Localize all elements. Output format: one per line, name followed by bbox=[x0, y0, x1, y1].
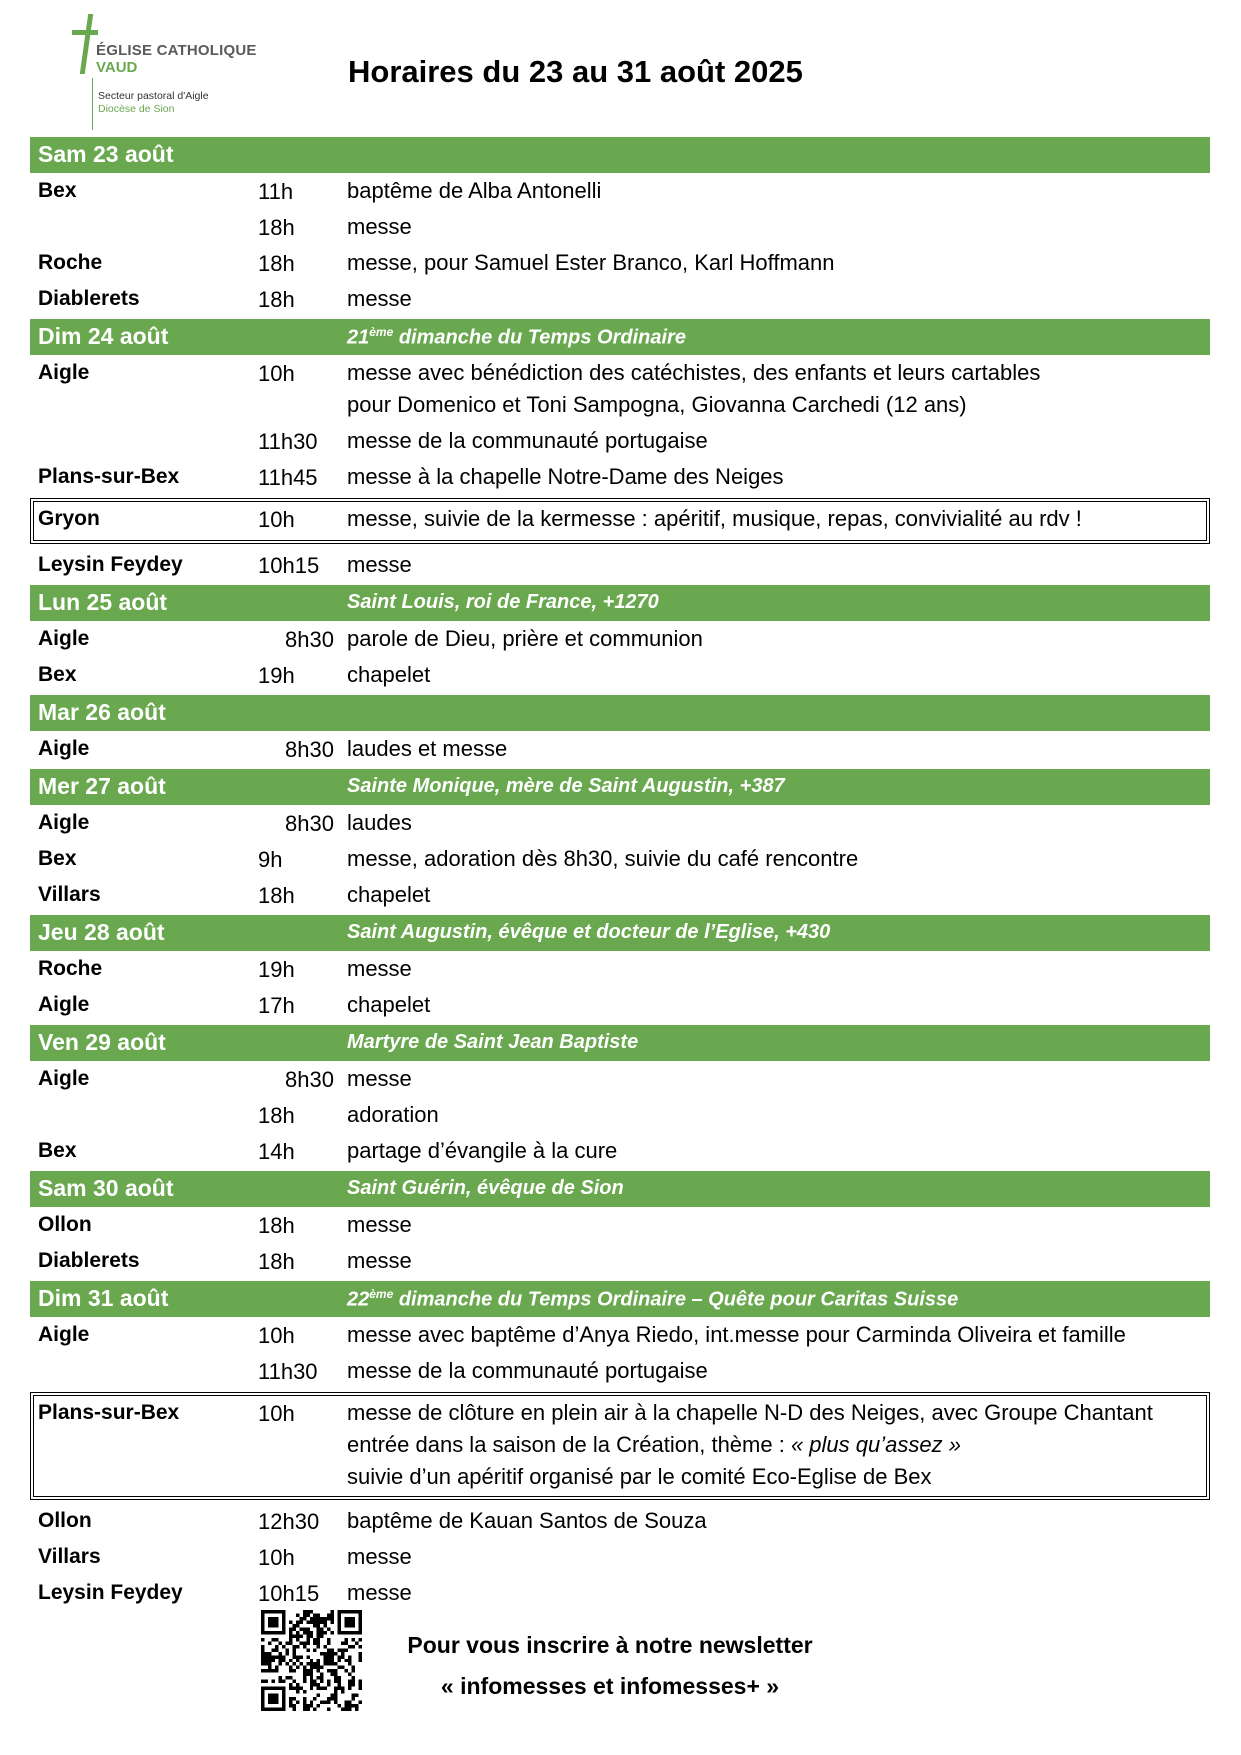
day-name: Dim 31 août bbox=[38, 1285, 169, 1311]
schedule-row bbox=[30, 1503, 1210, 1539]
logo-divider bbox=[92, 78, 93, 130]
time: 11h bbox=[258, 179, 294, 204]
description-line bbox=[347, 1505, 707, 1537]
description-text: baptême de Alba Antonelli bbox=[347, 178, 602, 203]
time: 11h30 bbox=[258, 429, 318, 454]
description bbox=[347, 843, 858, 875]
description bbox=[347, 211, 412, 243]
description bbox=[347, 659, 430, 691]
description-text: messe bbox=[347, 552, 412, 577]
schedule-row bbox=[30, 877, 1210, 913]
schedule-row bbox=[30, 209, 1210, 245]
feast-text: Martyre de Saint Jean Baptiste bbox=[347, 1031, 639, 1053]
schedule-row bbox=[30, 1133, 1210, 1169]
description-line bbox=[347, 357, 1040, 389]
day-header bbox=[30, 585, 1210, 621]
description-text: parole de Dieu, prière et communion bbox=[347, 626, 703, 651]
time: 18h bbox=[258, 287, 295, 312]
description-line bbox=[347, 1135, 617, 1167]
day-name: Lun 25 août bbox=[38, 589, 168, 615]
feast-ordinal: ème bbox=[369, 325, 394, 339]
place: Bex bbox=[38, 179, 77, 202]
description bbox=[347, 623, 703, 655]
schedule-row bbox=[30, 173, 1210, 209]
place: Bex bbox=[38, 1139, 77, 1162]
schedule-row bbox=[30, 841, 1210, 877]
day-header bbox=[30, 1171, 1210, 1207]
description bbox=[347, 175, 601, 207]
place: Aigle bbox=[38, 811, 90, 834]
description-line bbox=[347, 211, 412, 243]
description bbox=[347, 1063, 412, 1095]
day-header bbox=[30, 1025, 1210, 1061]
description-text: messe, suivie de la kermesse : apéritif, musique, repas, convivialité au rdv ! bbox=[347, 506, 1082, 531]
description-text: messe à la chapelle Notre-Dame des Neiges bbox=[347, 464, 784, 489]
description bbox=[347, 1135, 617, 1167]
description-text: suivie d’un apéritif organisé par le comité Eco-Eglise de Bex bbox=[347, 1464, 932, 1489]
schedule-row bbox=[30, 987, 1210, 1023]
time: 10h bbox=[258, 1401, 295, 1426]
time: 17h bbox=[258, 993, 295, 1018]
time: 11h45 bbox=[258, 465, 318, 490]
place: Aigle bbox=[38, 1323, 90, 1346]
schedule-row bbox=[30, 657, 1210, 693]
description bbox=[347, 1355, 708, 1387]
schedule-row bbox=[30, 1207, 1210, 1243]
description-line bbox=[347, 1209, 412, 1241]
feast-text: dimanche du Temps Ordinaire – Quête pour Caritas Suisse bbox=[393, 1288, 959, 1311]
description-text: messe, pour Samuel Ester Branco, Karl Hoffmann bbox=[347, 250, 835, 275]
description-text: pour Domenico et Toni Sampogna, Giovanna Carchedi (12 ans) bbox=[347, 392, 967, 417]
description-text: chapelet bbox=[347, 992, 431, 1017]
description-text: messe bbox=[347, 1066, 412, 1091]
description-text: partage d’évangile à la cure bbox=[347, 1138, 618, 1163]
description-line bbox=[347, 1541, 412, 1573]
description-text: messe avec baptême d’Anya Riedo, int.messe pour Carminda Oliveira et famille bbox=[347, 1322, 1126, 1347]
schedule-row bbox=[30, 1243, 1210, 1279]
description-line bbox=[347, 1429, 1153, 1461]
description-text: messe bbox=[347, 1544, 412, 1569]
schedule-row bbox=[30, 281, 1210, 317]
logo bbox=[66, 12, 266, 124]
description-text: laudes bbox=[347, 810, 412, 835]
time: 18h bbox=[258, 883, 295, 908]
description bbox=[347, 1505, 707, 1537]
description-line bbox=[347, 1319, 1126, 1351]
feast-text: Saint Guérin, évêque de Sion bbox=[347, 1177, 624, 1199]
schedule-row bbox=[30, 547, 1210, 583]
description-text: entrée dans la saison de la Création, thème : bbox=[347, 1432, 791, 1457]
schedule-row bbox=[30, 951, 1210, 987]
schedule-row bbox=[30, 731, 1210, 767]
schedule-row bbox=[30, 245, 1210, 281]
feast-text: dimanche du Temps Ordinaire bbox=[393, 326, 686, 349]
description-line bbox=[347, 283, 412, 315]
description-text: messe bbox=[347, 956, 412, 981]
feast-label bbox=[347, 325, 686, 350]
description-text: messe bbox=[347, 1580, 412, 1605]
schedule-row bbox=[30, 621, 1210, 657]
time: 10h15 bbox=[258, 1581, 320, 1606]
place: Diablerets bbox=[38, 287, 140, 310]
description bbox=[347, 989, 430, 1021]
description-line bbox=[347, 1245, 412, 1277]
place: Plans-sur-Bex bbox=[38, 465, 180, 488]
description-text: adoration bbox=[347, 1102, 439, 1127]
description bbox=[347, 733, 507, 765]
day-header bbox=[30, 1281, 1210, 1317]
place: Aigle bbox=[38, 737, 90, 760]
description-line bbox=[347, 247, 834, 279]
description-line bbox=[347, 953, 412, 985]
place: Diablerets bbox=[38, 1249, 140, 1272]
schedule-row bbox=[30, 1392, 1210, 1500]
description-line bbox=[347, 425, 708, 457]
day-header bbox=[30, 695, 1210, 731]
description bbox=[347, 549, 412, 581]
day-name: Mar 26 août bbox=[38, 699, 166, 725]
schedule-row bbox=[30, 1575, 1210, 1611]
page-title: Horaires du 23 au 31 août 2025 bbox=[348, 54, 803, 89]
time: 11h30 bbox=[258, 1359, 318, 1384]
description bbox=[347, 1209, 412, 1241]
place: Villars bbox=[38, 883, 101, 906]
description-text: messe bbox=[347, 286, 412, 311]
schedule-row bbox=[30, 1539, 1210, 1575]
description-line bbox=[347, 989, 430, 1021]
description bbox=[347, 461, 784, 493]
description-line bbox=[347, 389, 1040, 421]
description bbox=[347, 1099, 439, 1131]
logo-line1: ÉGLISE CATHOLIQUE bbox=[96, 42, 257, 59]
place: Aigle bbox=[38, 361, 90, 384]
description-line bbox=[347, 843, 858, 875]
newsletter-line1: Pour vous inscrire à notre newsletter bbox=[407, 1632, 813, 1658]
schedule-row bbox=[30, 805, 1210, 841]
description bbox=[347, 283, 412, 315]
feast-text: Sainte Monique, mère de Saint Augustin, +387 bbox=[347, 775, 785, 797]
description bbox=[347, 247, 834, 279]
description-line bbox=[347, 733, 507, 765]
description bbox=[347, 879, 430, 911]
time: 10h15 bbox=[258, 553, 320, 578]
time: 19h bbox=[258, 957, 295, 982]
time: 18h bbox=[258, 1213, 295, 1238]
time: 10h bbox=[258, 1323, 295, 1348]
cross-bar bbox=[72, 30, 98, 35]
time: 19h bbox=[258, 663, 295, 688]
description bbox=[347, 953, 412, 985]
feast-ordinal: ème bbox=[369, 1287, 394, 1301]
newsletter-line2: « infomesses et infomesses+ » bbox=[440, 1673, 780, 1699]
place: Bex bbox=[38, 663, 77, 686]
newsletter-info bbox=[380, 1625, 840, 1707]
place: Aigle bbox=[38, 627, 90, 650]
time: 10h bbox=[258, 1545, 295, 1570]
description-line bbox=[347, 1577, 412, 1609]
place: Roche bbox=[38, 957, 103, 980]
schedule-row bbox=[30, 423, 1210, 459]
day-header bbox=[30, 769, 1210, 805]
cross-icon bbox=[80, 14, 93, 74]
description-line bbox=[347, 549, 412, 581]
description-text: baptême de Kauan Santos de Souza bbox=[347, 1508, 707, 1533]
description bbox=[347, 1541, 412, 1573]
description-text: messe bbox=[347, 214, 412, 239]
description-text: messe avec bénédiction des catéchistes, des enfants et leurs cartables bbox=[347, 360, 1041, 385]
feast-text: Saint Louis, roi de France, +1270 bbox=[347, 591, 659, 613]
feast-label bbox=[347, 1177, 624, 1200]
place: Ollon bbox=[38, 1213, 92, 1236]
logo-line4: Diocèse de Sion bbox=[98, 103, 175, 115]
time: 9h bbox=[258, 847, 283, 872]
schedule-row bbox=[30, 1061, 1210, 1097]
description-line bbox=[347, 659, 430, 691]
schedule-row bbox=[30, 1317, 1210, 1353]
day-name: Sam 23 août bbox=[38, 141, 174, 167]
logo-line2: VAUD bbox=[96, 59, 138, 76]
description bbox=[347, 1319, 1126, 1351]
place: Bex bbox=[38, 847, 77, 870]
day-header bbox=[30, 137, 1210, 173]
description-line bbox=[347, 503, 1082, 535]
description-line bbox=[347, 879, 430, 911]
place: Ollon bbox=[38, 1509, 92, 1532]
description bbox=[347, 503, 1082, 535]
description-text: messe, adoration dès 8h30, suivie du café rencontre bbox=[347, 846, 859, 871]
description-text: messe de la communauté portugaise bbox=[347, 428, 708, 453]
time: 14h bbox=[258, 1139, 295, 1164]
day-header bbox=[30, 915, 1210, 951]
description bbox=[347, 807, 412, 839]
time: 12h30 bbox=[258, 1509, 320, 1534]
description-text: messe bbox=[347, 1212, 412, 1237]
feast-number: 21 bbox=[347, 326, 370, 349]
feast-number: 22 bbox=[347, 1288, 370, 1311]
time: 10h bbox=[258, 507, 295, 532]
description-line bbox=[347, 1461, 1153, 1493]
schedule-row bbox=[30, 1353, 1210, 1389]
place: Leysin Feydey bbox=[38, 1581, 183, 1604]
day-name: Dim 24 août bbox=[38, 323, 169, 349]
day-header bbox=[30, 319, 1210, 355]
place: Plans-sur-Bex bbox=[38, 1401, 180, 1424]
day-name: Mer 27 août bbox=[38, 773, 166, 799]
time: 8h30 bbox=[285, 811, 334, 836]
description-text: messe de la communauté portugaise bbox=[347, 1358, 708, 1383]
time: 18h bbox=[258, 251, 295, 276]
logo-line3: Secteur pastoral d'Aigle bbox=[98, 90, 209, 102]
qr-code-icon[interactable] bbox=[261, 1610, 362, 1711]
schedule-row bbox=[30, 1097, 1210, 1133]
description-text: chapelet bbox=[347, 882, 431, 907]
description-text: laudes et messe bbox=[347, 736, 508, 761]
schedule bbox=[30, 135, 1210, 1611]
description bbox=[347, 1577, 412, 1609]
place: Aigle bbox=[38, 1067, 90, 1090]
time: 8h30 bbox=[285, 627, 334, 652]
description-line bbox=[347, 461, 784, 493]
description-text: messe de clôture en plein air à la chapelle N-D des Neiges, avec Groupe Chantant bbox=[347, 1400, 1153, 1425]
time: 8h30 bbox=[285, 737, 334, 762]
schedule-row bbox=[30, 355, 1210, 423]
feast-label bbox=[347, 1031, 638, 1054]
place: Gryon bbox=[38, 507, 100, 530]
time: 18h bbox=[258, 1103, 295, 1128]
feast-text: Saint Augustin, évêque et docteur de l’Eglise, +430 bbox=[347, 921, 831, 943]
schedule-row bbox=[30, 459, 1210, 495]
description-line bbox=[347, 1355, 708, 1387]
time: 10h bbox=[258, 361, 295, 386]
description bbox=[347, 1397, 1153, 1493]
description-line bbox=[347, 1063, 412, 1095]
feast-label bbox=[347, 1287, 958, 1312]
place: Aigle bbox=[38, 993, 90, 1016]
place: Villars bbox=[38, 1545, 101, 1568]
description bbox=[347, 357, 1040, 421]
time: 18h bbox=[258, 215, 295, 240]
feast-label bbox=[347, 775, 785, 798]
place: Roche bbox=[38, 251, 103, 274]
description bbox=[347, 425, 708, 457]
place: Leysin Feydey bbox=[38, 553, 183, 576]
description-line bbox=[347, 1099, 439, 1131]
description-text: messe bbox=[347, 1248, 412, 1273]
time: 8h30 bbox=[285, 1067, 334, 1092]
description bbox=[347, 1245, 412, 1277]
feast-label bbox=[347, 591, 659, 614]
description-text: chapelet bbox=[347, 662, 431, 687]
feast-label bbox=[347, 921, 830, 944]
day-name: Ven 29 août bbox=[38, 1029, 166, 1055]
description-line bbox=[347, 807, 412, 839]
day-name: Jeu 28 août bbox=[38, 919, 165, 945]
description-line bbox=[347, 1397, 1153, 1429]
description-line bbox=[347, 623, 703, 655]
day-name: Sam 30 août bbox=[38, 1175, 174, 1201]
time: 18h bbox=[258, 1249, 295, 1274]
description-line bbox=[347, 175, 601, 207]
theme-text: « plus qu’assez » bbox=[790, 1432, 961, 1457]
schedule-row bbox=[30, 498, 1210, 544]
